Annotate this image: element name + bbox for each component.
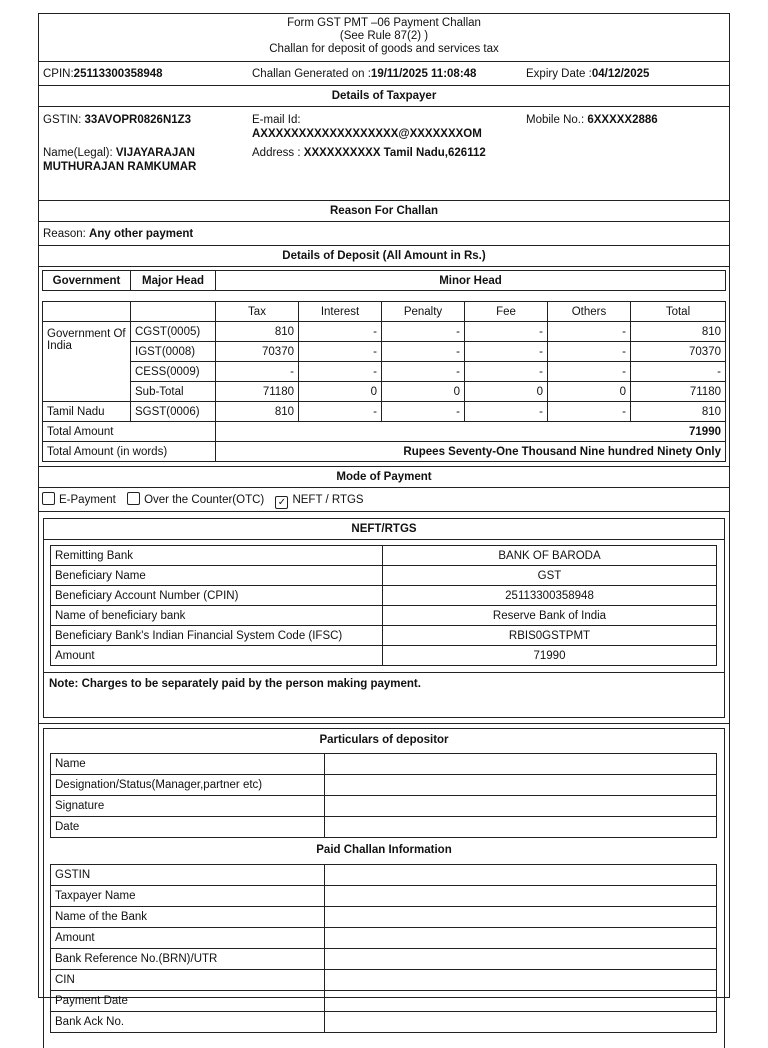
value-cell: - (299, 322, 382, 342)
value-cell: 810 (216, 402, 299, 422)
value-cell: 810 (631, 402, 726, 422)
col-tax: Tax (216, 302, 299, 322)
major-head-cell: CGST(0005) (131, 322, 216, 342)
major-head-cell: Sub-Total (131, 382, 216, 402)
value-cell: 70370 (216, 342, 299, 362)
generated-on-field: Challan Generated on :19/11/2025 11:08:48 (252, 67, 477, 80)
table-row (51, 928, 717, 949)
taxpayer-details (39, 107, 729, 201)
blank-cell (43, 302, 131, 322)
paid-value (325, 865, 717, 886)
col-fee: Fee (465, 302, 548, 322)
value-cell: - (631, 362, 726, 382)
depositor-label: Date (51, 817, 325, 838)
form-subtitle: Challan for deposit of goods and services tax (269, 43, 499, 55)
legal-name-field: Name(Legal): VIJAYARAJAN MUTHURAJAN RAMKUMAR (43, 147, 197, 173)
deposit-section-title: Details of Deposit (All Amount in Rs.) (39, 246, 729, 267)
col-others: Others (548, 302, 631, 322)
paid-label: GSTIN (51, 865, 325, 886)
paid-challan-title: Paid Challan Information (316, 844, 452, 856)
total-amount-value: 71990 (216, 422, 726, 442)
challan-form (38, 13, 730, 1028)
depositor-value[interactable] (325, 817, 717, 838)
cpin-field: CPIN:25113300358948 (43, 67, 163, 80)
major-head-cell: SGST(0006) (131, 402, 216, 422)
neft-label: Remitting Bank (51, 546, 383, 566)
col-total: Total (631, 302, 726, 322)
mobile-field: Mobile No.: 6XXXXX2886 (526, 114, 658, 126)
paid-label: CIN (51, 970, 325, 991)
value-cell: 0 (548, 382, 631, 402)
table-row (51, 586, 717, 606)
paid-value (325, 886, 717, 907)
neft-note: Note: Charges to be separately paid by the person making payment. (44, 672, 724, 695)
depositor-value[interactable] (325, 796, 717, 817)
form-title: Form GST PMT –06 Payment Challan (287, 17, 481, 29)
value-cell: - (548, 402, 631, 422)
value-cell: - (299, 402, 382, 422)
neft-checkbox-checked[interactable]: ✓ (275, 496, 288, 509)
minor-head-header: Minor Head (216, 271, 726, 291)
deposit-head-table (42, 270, 726, 291)
otc-checkbox[interactable] (127, 492, 140, 505)
depositor-box (43, 728, 725, 1048)
otc-option[interactable]: Over the Counter(OTC) (127, 494, 264, 506)
col-penalty: Penalty (382, 302, 465, 322)
depositor-value[interactable] (325, 775, 717, 796)
value-cell: 0 (382, 382, 465, 402)
table-row (43, 402, 726, 422)
depositor-block (39, 724, 729, 1044)
value-cell: - (465, 402, 548, 422)
email-field: E-mail Id: AXXXXXXXXXXXXXXXXXX@XXXXXXXOM (252, 114, 482, 140)
paid-label: Taxpayer Name (51, 886, 325, 907)
paid-value (325, 949, 717, 970)
neft-table (50, 545, 717, 666)
neft-label: Name of beneficiary bank (51, 606, 383, 626)
neft-label: Amount (51, 646, 383, 666)
deposit-block (39, 267, 729, 467)
paid-label: Payment Date (51, 991, 325, 1012)
epayment-checkbox[interactable] (42, 492, 55, 505)
value-cell: 71180 (631, 382, 726, 402)
table-row (51, 775, 717, 796)
neft-label: Beneficiary Name (51, 566, 383, 586)
paid-label: Bank Ack No. (51, 1012, 325, 1033)
table-row (43, 382, 726, 402)
paid-value (325, 928, 717, 949)
value-cell: 0 (465, 382, 548, 402)
table-row (51, 865, 717, 886)
value-cell: - (548, 342, 631, 362)
paid-label: Name of the Bank (51, 907, 325, 928)
depositor-value[interactable] (325, 754, 717, 775)
table-row (51, 796, 717, 817)
paid-label: Amount (51, 928, 325, 949)
depositor-title: Particulars of depositor (319, 734, 449, 746)
table-row (43, 322, 726, 342)
neft-value: RBIS0GSTPMT (383, 626, 717, 646)
paid-challan-table (50, 864, 717, 1033)
neft-title: NEFT/RTGS (44, 519, 724, 540)
table-row (51, 970, 717, 991)
taxpayer-section-title: Details of Taxpayer (39, 86, 729, 107)
depositor-label: Designation/Status(Manager,partner etc) (51, 775, 325, 796)
value-cell: 70370 (631, 342, 726, 362)
table-row (43, 342, 726, 362)
neft-value: BANK OF BARODA (383, 546, 717, 566)
payment-mode-options (39, 488, 729, 512)
tamil-nadu-cell: Tamil Nadu (43, 402, 131, 422)
total-amount-label: Total Amount (43, 422, 216, 442)
table-row (51, 949, 717, 970)
total-words-value: Rupees Seventy-One Thousand Nine hundred Ninety Only (216, 442, 726, 462)
table-row (51, 646, 717, 666)
value-cell: - (465, 362, 548, 382)
form-header (39, 14, 729, 62)
depositor-label: Signature (51, 796, 325, 817)
gstin-field: GSTIN: 33AVOPR0826N1Z3 (43, 114, 192, 126)
table-row (51, 1012, 717, 1033)
depositor-label: Name (51, 754, 325, 775)
paid-value (325, 991, 717, 1012)
depositor-table (50, 753, 717, 838)
total-words-label: Total Amount (in words) (43, 442, 216, 462)
major-head-cell: CESS(0009) (131, 362, 216, 382)
paid-value (325, 970, 717, 991)
table-row (51, 626, 717, 646)
major-head-header: Major Head (131, 271, 216, 291)
value-cell: - (382, 362, 465, 382)
neft-value: 71990 (383, 646, 717, 666)
gov-india-cell: Government Of India (43, 322, 131, 402)
value-cell: - (548, 322, 631, 342)
neft-box (43, 518, 725, 718)
value-cell: 71180 (216, 382, 299, 402)
government-header: Government (43, 271, 131, 291)
table-row (51, 991, 717, 1012)
major-head-cell: IGST(0008) (131, 342, 216, 362)
total-words-row (43, 442, 726, 462)
paid-value (325, 1012, 717, 1033)
deposit-table (42, 301, 726, 462)
neft-label: Beneficiary Bank's Indian Financial System Code (IFSC) (51, 626, 383, 646)
value-cell: - (216, 362, 299, 382)
table-row (43, 362, 726, 382)
table-row (51, 886, 717, 907)
neft-value: Reserve Bank of India (383, 606, 717, 626)
neft-value: GST (383, 566, 717, 586)
reason-field: Reason: Any other payment (39, 222, 729, 246)
expiry-date-field: Expiry Date :04/12/2025 (526, 67, 650, 80)
form-rule: (See Rule 87(2) ) (339, 30, 429, 42)
value-cell: 0 (299, 382, 382, 402)
value-cell: - (299, 362, 382, 382)
neft-value: 25113300358948 (383, 586, 717, 606)
neft-block (39, 512, 729, 724)
value-cell: - (382, 402, 465, 422)
value-cell: - (382, 322, 465, 342)
value-cell: - (299, 342, 382, 362)
value-cell: - (465, 322, 548, 342)
table-row (51, 754, 717, 775)
neft-label: Beneficiary Account Number (CPIN) (51, 586, 383, 606)
table-row (51, 817, 717, 838)
neft-option[interactable]: ✓ NEFT / RTGS (275, 494, 363, 506)
value-cell: - (382, 342, 465, 362)
table-row (51, 907, 717, 928)
value-cell: 810 (631, 322, 726, 342)
paid-value (325, 907, 717, 928)
table-row (51, 606, 717, 626)
value-cell: - (465, 342, 548, 362)
table-row (51, 546, 717, 566)
total-amount-row (43, 422, 726, 442)
value-cell: 810 (216, 322, 299, 342)
address-field: Address : XXXXXXXXXX Tamil Nadu,626112 (252, 147, 486, 159)
challan-meta-row (39, 62, 729, 86)
value-cell: - (548, 362, 631, 382)
paid-label: Bank Reference No.(BRN)/UTR (51, 949, 325, 970)
col-interest: Interest (299, 302, 382, 322)
blank-cell (131, 302, 216, 322)
table-row (51, 566, 717, 586)
reason-section-title: Reason For Challan (39, 201, 729, 222)
epayment-option[interactable]: E-Payment (42, 494, 116, 506)
mode-section-title: Mode of Payment (39, 467, 729, 488)
